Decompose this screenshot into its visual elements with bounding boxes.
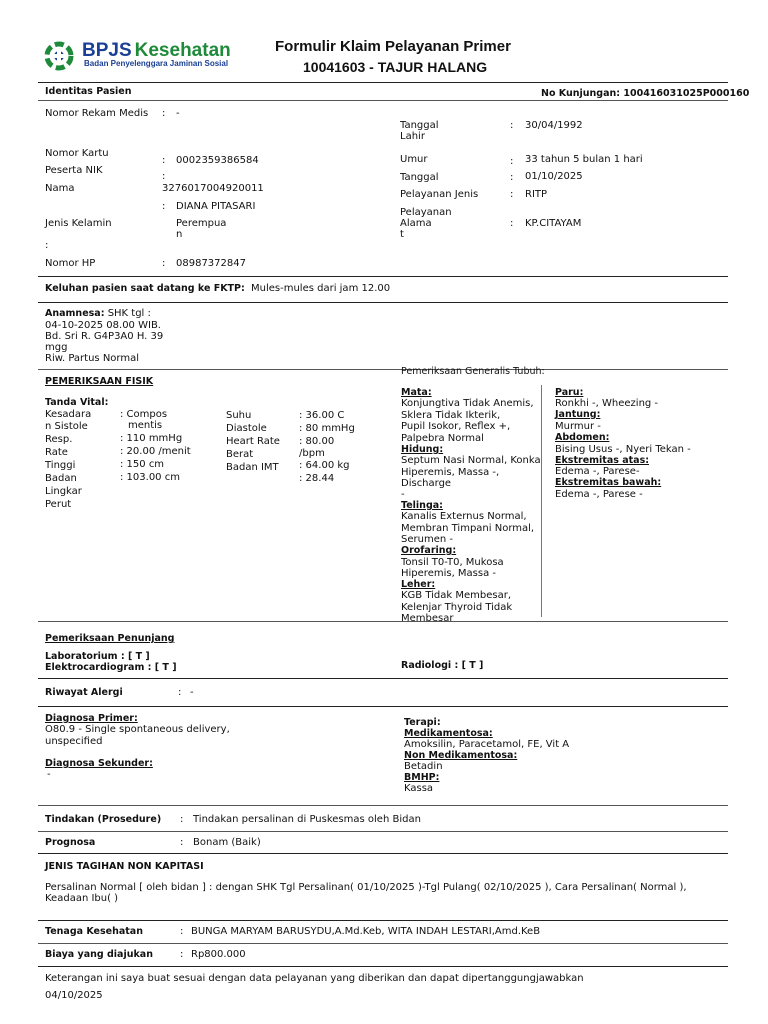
imt-label: Badan IMT [226, 462, 279, 473]
nik-value: 3276017004920011 [162, 183, 264, 194]
tagihan-line-2: Keadaan Ibu( ) [45, 893, 119, 904]
jk-value-1: Perempua [176, 218, 227, 229]
mata-line-2: Sklera Tidak Ikterik, [401, 410, 501, 421]
diagnosa-primer-line-2: unspecified [45, 736, 103, 747]
terapi-label: Terapi: [404, 717, 441, 728]
alergi-colon: : [178, 687, 182, 698]
nonmedik-label: Non Medikamentosa: [404, 750, 518, 761]
tindakan-colon: : [180, 814, 184, 825]
telinga-line-2: Membran Timpani Normal, [401, 523, 535, 534]
bmhp-label: BMHP: [404, 772, 440, 783]
diagnosa-primer-line-1: O80.9 - Single spontaneous delivery, [45, 724, 230, 735]
suhu-value: : 36.00 C [299, 410, 345, 421]
biaya-value: Rp800.000 [191, 949, 246, 960]
fisik-heading: PEMERIKSAAN FISIK [45, 376, 154, 387]
eks-atas-label: Ekstremitas atas: [555, 455, 650, 466]
anamnesa-line5: Riw. Partus Normal [45, 353, 139, 364]
bpjs-logo [44, 40, 231, 72]
badan-value: : 103.00 cm [120, 472, 180, 483]
lingkar-label: Lingkar [45, 486, 82, 497]
kesadaran-value-2: mentis [128, 420, 163, 431]
mata-line-1: Konjungtiva Tidak Anemis, [401, 398, 534, 409]
hidung-line-4: - [401, 489, 405, 500]
tanda-vital-label: Tanda Vital: [45, 397, 109, 408]
pel-jenis-colon: : [510, 189, 514, 200]
jantung-label: Jantung: [555, 409, 601, 420]
biaya-colon: : [180, 949, 184, 960]
keluhan-value: Mules-mules dari jam 12.00 [251, 283, 391, 294]
tgl-lahir-label-1: Tanggal [400, 120, 439, 131]
tinggi-label: Tinggi [45, 460, 76, 471]
abdomen-line-1: Bising Usus -, Nyeri Tekan - [555, 444, 691, 455]
telinga-line-3: Serumen - [401, 534, 453, 545]
bpjs-logo-icon [44, 41, 74, 71]
rm-colon: : [162, 108, 166, 119]
orofaring-label: Orofaring: [401, 545, 457, 556]
alamat-colon: : [510, 218, 514, 229]
badan-label: Badan [45, 473, 77, 484]
telinga-line-1: Kanalis Externus Normal, [401, 511, 527, 522]
eks-bawah-label: Ekstremitas bawah: [555, 477, 662, 488]
footer-statement: Keterangan ini saya buat sesuai dengan data pelayanan yang diberikan dan dapat dipertanggungjawabkan [45, 973, 584, 984]
footer-date: 04/10/2025 [45, 990, 103, 1001]
hidung-label: Hidung: [401, 444, 444, 455]
nama-label: Nama [45, 183, 75, 194]
tenaga-value: BUNGA MARYAM BARUSYDU,A.Md.Keb, WITA INDAH LESTARI,Amd.KeB [191, 926, 541, 937]
anamnesa-line3: Bd. Sri R. G4P3A0 H. 39 [45, 331, 164, 342]
medik-value: Amoksilin, Paracetamol, FE, Vit A [404, 739, 570, 750]
tindakan-label: Tindakan (Prosedure) [45, 814, 162, 825]
rate-value: : 20.00 /menit [120, 446, 191, 457]
nik-colon: : [162, 171, 166, 182]
tagihan-line-1: Persalinan Normal [ oleh bidan ] : dengan SHK Tgl Persalinan( 01/10/2025 )-Tgl Pulang( 02/10/2025 ), Cara Persalinan( Normal ), [45, 882, 687, 893]
orofaring-line-1: Tonsil T0-T0, Mukosa [401, 557, 504, 568]
prognosa-colon: : [180, 837, 184, 848]
tagihan-heading: JENIS TAGIHAN NON KAPITASI [45, 861, 204, 872]
berat-value: : 64.00 kg [299, 460, 350, 471]
umur-label: Umur [400, 154, 428, 165]
pel-jenis-value: RITP [525, 189, 548, 200]
hr-value-1: : 80.00 [299, 436, 335, 447]
bmhp-value: Kassa [404, 783, 434, 794]
kartu-colon: : [162, 155, 166, 166]
orofaring-line-2: Hiperemis, Massa - [401, 568, 497, 579]
penunjang-heading: Pemeriksaan Penunjang [45, 633, 175, 644]
diagnosa-primer-label: Diagnosa Primer: [45, 713, 138, 724]
suhu-label: Suhu [226, 410, 252, 421]
eks-atas-line-1: Edema -, Parese- [555, 466, 640, 477]
abdomen-label: Abdomen: [555, 432, 610, 443]
tgl-lahir-colon: : [510, 120, 514, 131]
hidung-line-3: Discharge [401, 478, 452, 489]
hp-value: 08987372847 [176, 258, 246, 269]
rm-label: Nomor Rekam Medis [45, 108, 149, 119]
leher-line-1: KGB Tidak Membesar, [401, 590, 512, 601]
leher-label: Leher: [401, 579, 436, 590]
alamat-label-3: t [400, 229, 404, 240]
umur-value: 33 tahun 5 bulan 1 hari [525, 154, 643, 165]
tenaga-label: Tenaga Kesehatan [45, 926, 143, 937]
pel-jenis-label: Pelayanan Jenis [400, 189, 479, 200]
eks-bawah-line-1: Edema -, Parese - [555, 489, 643, 500]
jk-value-2: n [176, 229, 183, 240]
identitas-heading: Identitas Pasien [45, 86, 132, 97]
radiologi-value: Radiologi : [ T ] [401, 660, 484, 671]
tanggal-colon: : [510, 172, 514, 183]
hr-label: Heart Rate [226, 436, 280, 447]
telinga-label: Telinga: [401, 500, 443, 511]
diastole-label: Diastole [226, 423, 267, 434]
paru-line-1: Ronkhi -, Wheezing - [555, 398, 659, 409]
hidung-line-2: Hiperemis, Massa -, [401, 467, 500, 478]
prognosa-value: Bonam (Baik) [193, 837, 261, 848]
hr-value-2: /bpm [299, 448, 325, 459]
umur-colon: : [510, 156, 514, 167]
hp-label: Nomor HP [45, 258, 96, 269]
form-subtitle: 10041603 - TAJUR HALANG [303, 59, 488, 75]
leher-line-2: Kelenjar Thyroid Tidak [401, 602, 513, 613]
berat-label: Berat [226, 449, 254, 460]
kesadaran-label-2: n Sistole [45, 421, 88, 432]
alamat-label-1: Pelayanan [400, 207, 452, 218]
logo-tagline: Badan Penyelenggara Jaminan Sosial [84, 59, 229, 68]
imt-value: : 28.44 [299, 473, 335, 484]
alamat-label-2: Alama [400, 218, 432, 229]
hidung-line-1: Septum Nasi Normal, Konka [401, 455, 541, 466]
tgl-lahir-value: 30/04/1992 [525, 120, 583, 131]
jantung-line-1: Murmur - [555, 421, 601, 432]
kesadaran-value-1: : Compos [120, 409, 168, 420]
anamnesa-line1: SHK tgl : [107, 308, 151, 319]
tanggal-value: 01/10/2025 [525, 171, 583, 182]
alergi-label: Riwayat Alergi [45, 687, 123, 698]
mata-line-4: Palpebra Normal [401, 433, 484, 444]
perut-label: Perut [45, 499, 72, 510]
logo-brand: BPJS [82, 40, 132, 61]
kartu-value: 0002359386584 [176, 155, 259, 166]
resp-label: Resp. [45, 434, 73, 445]
paru-label: Paru: [555, 387, 584, 398]
rm-value: - [176, 108, 180, 119]
rate-label: Rate [45, 447, 68, 458]
tenaga-colon: : [180, 926, 184, 937]
resp-value: : 110 mmHg [120, 433, 183, 444]
biaya-label: Biaya yang diajukan [45, 949, 153, 960]
mata-line-3: Pupil Isokor, Reflex +, [401, 421, 511, 432]
diagnosa-sekunder-value: - [47, 769, 51, 780]
ekg-value: Elektrocardiogram : [ T ] [45, 662, 177, 673]
nama-value: DIANA PITASARI [176, 201, 256, 212]
leher-line-3: Membesar [401, 613, 454, 624]
diagnosa-sekunder-label: Diagnosa Sekunder: [45, 758, 153, 769]
form-title: Formulir Klaim Pelayanan Primer [275, 38, 511, 55]
nik-label: Peserta NIK [45, 165, 103, 176]
medik-label: Medikamentosa: [404, 728, 493, 739]
anamnesa-line4: mgg [45, 342, 68, 353]
kesadaran-label-1: Kesadara [45, 409, 92, 420]
hp-colon: : [162, 258, 166, 269]
alergi-value: - [190, 687, 194, 698]
anamnesa-line2: 04-10-2025 08.00 WIB. [45, 320, 161, 331]
alamat-value: KP.CITAYAM [525, 218, 582, 229]
diastole-value: : 80 mmHg [299, 423, 355, 434]
tanggal-label: Tanggal [400, 172, 439, 183]
mata-label: Mata: [401, 387, 432, 398]
lab-value: Laboratorium : [ T ] [45, 651, 150, 662]
tindakan-value: Tindakan persalinan di Puskesmas oleh Bidan [193, 814, 421, 825]
jk-colon: : [45, 240, 49, 251]
anamnesa-label: Anamnesa: [45, 308, 105, 319]
nonmedik-value: Betadin [404, 761, 443, 772]
no-kunjungan: No Kunjungan: 100416031025P000160 [541, 88, 750, 99]
prognosa-label: Prognosa [45, 837, 96, 848]
logo-brand2: Kesehatan [134, 40, 231, 61]
generalis-heading: Pemeriksaan Generalis Tubuh: [401, 366, 545, 377]
kartu-label: Nomor Kartu [45, 148, 109, 159]
nama-colon: : [162, 201, 166, 212]
jk-label: Jenis Kelamin [45, 218, 112, 229]
tinggi-value: : 150 cm [120, 459, 165, 470]
tgl-lahir-label-2: Lahir [400, 131, 425, 142]
keluhan-label: Keluhan pasien saat datang ke FKTP: [45, 283, 245, 294]
